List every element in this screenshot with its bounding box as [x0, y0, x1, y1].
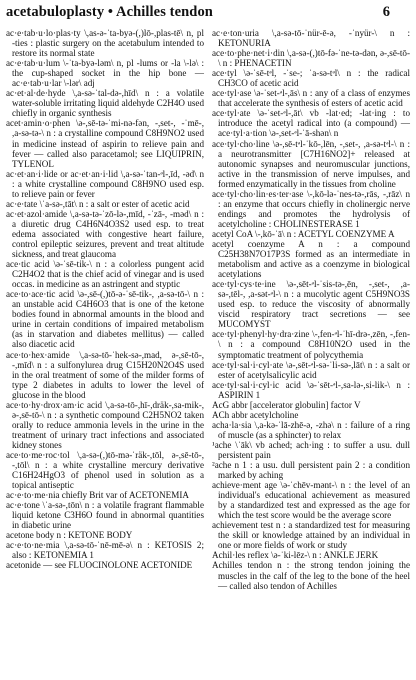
dictionary-entry: ace·to·ace·tic acid \ə-,sē-(,)tō-ə-ˈsē-tik-, ,a-sə-tō-\ n : an unstable acid C4H6O3 that is one of the ketone bodies found in abnormal amounts in the blood and urine in certain conditions of impaired metabolism (as in starvation and diabetes mellitus) — called also diacetic acid: [6, 289, 204, 350]
dictionary-entry: ace·tyl·phenyl·hy·dra·zine \-,fen-ᵊl-ˈhī-drə-,zēn, -,fen-\ n : a compound C8H10N2O used in the symptomatic treatment of polycythemia: [212, 329, 410, 360]
dictionary-entry: acha·la·sia \,a-kə-ˈlā-zhē-ə, -zhə\ n : failure of a ring of muscle (as a sphincter) to relax: [212, 419, 410, 440]
dictionary-entry: Achilles tendon n : the strong tendon joining the muscles in the calf of the leg to the bone of the heel — called also tendon of Achilles: [212, 560, 410, 591]
dictionary-entry: ace·tyl·sal·i·cyl·ic acid \ə-ˈsēt-ᵊl-,sa-lə-,si-lik-\ n : ASPIRIN 1: [212, 379, 410, 400]
dictionary-entry: ACh abbr acetylcholine: [212, 409, 299, 420]
page-header: [6, 4, 410, 26]
dictionary-entry: ac·e·tate \ˈa-sə-,tāt\ n : a salt or ester of acetic acid: [6, 198, 190, 209]
dictionary-entry: ace·tyl \ə-ˈsē-tᵊl, -ˈse-; ˈa-sə-tᵊl\ n : the radical CH3CO of acetic acid: [212, 68, 410, 89]
dictionary-entry: achieve·ment age \ə-ˈchēv-mənt-\ n : the level of an individual's educational achievement as measured by a standardized test and expressed as the age for which the test score would be the average score: [212, 480, 410, 521]
dictionary-entry: ace·tyl·cho·line \ə-,sē-tᵊl-ˈkō-,lēn, -,set-, ,a-sə-tᵊl-\ n : a neurotransmitter [C7H16NO2]+ released at autonomic synapses and neuromuscular junctions, active in the transmission of nerve impulses, and formed enzymatically in the tissues from choline: [212, 138, 410, 189]
dictionary-entry: ac·e·ton·uria \,a-sə-tō-ˈnür-ē-ə, -ˈnyür-\ n : KETONURIA: [212, 28, 410, 49]
dictionary-entry: ace·tyl·ate \ə-ˈset-ᵊl-,āt\ vb -lat·ed; -lat·ing : to introduce the acetyl radical into (a compound) — ace·tyl·a·tion \ə-,set-ᵊl-ˈā-shən\ n: [212, 108, 410, 139]
dictionary-entry: ¹ache \ˈāk\ vb ached; ach·ing : to suffer a usu. dull persistent pain: [212, 439, 410, 460]
dictionary-entry: ac·e·to·ne·mia \,a-sə-tō-ˈnē-mē-ə\ n : KETOSIS 2; also : KETONEMIA 1: [6, 540, 204, 561]
dictionary-entry: ²ache n 1 : a usu. dull persistent pain 2 : a condition marked by aching: [212, 460, 410, 481]
left-column: [6, 28, 204, 591]
dictionary-entry: AcG abbr [accelerator globulin] factor V: [212, 399, 361, 410]
dictionary-entry: ace·tyl·sal·i·cyl·ate \ə-,sēt-ᵊl-sə-ˈli-sə-,lāt\ n : a salt or ester of acetylsalicylic acid: [212, 359, 410, 380]
dictionary-entry: acetone body n : KETONE BODY: [6, 530, 133, 541]
dictionary-entry: ac·e·tab·u·lum \-ˈta-byə-ləm\ n, pl -lums or -la \-lə\ : the cup-shaped socket in the hip bone — ac·e·tab·u·lar \-lər\ adj: [6, 58, 204, 89]
dictionary-entry: ace·to·hy·drox·am·ic acid \,a-sə-tō-,hī-,dräk-,sa-mik-, ə-,sē-tō-\ n : a synthetic compound C2H5NO2 taken orally to reduce ammonia levels in the urine in the treatment of urinary tract infections and associated kidney stones: [6, 399, 204, 450]
dictionary-entry: ace·tyl·cys·te·ine \ə-,sēt-ᵊl-ˈsis-tə-,ēn, -,set-, ,a-sə-,tēl-, ,a-sət-ᵊl-\ n : a mucolytic agent C5H9NO3S used esp. to reduce the viscosity of abnormally viscid respiratory tract secretions — see MUCOMYST: [212, 279, 410, 330]
dictionary-entry: acetonide — see FLUOCINOLONE ACETONIDE: [6, 560, 193, 571]
dictionary-entry: ace·tyl·ase \ə-ˈset-ᵊl-,ās\ n : any of a class of enzymes that accelerate the synthesis of esters of acetic acid: [212, 88, 410, 109]
dictionary-entry: ac·e·tab·u·lo·plas·ty \,as-ə-ˈta-byə-(,)lō-,plas-tē\ n, pl -ties : plastic surgery on the acetabulum intended to restore its normal state: [6, 28, 204, 59]
dictionary-entry: ace·tic acid \ə-ˈsē-tik-\ n : a colorless pungent acid C2H4O2 that is the chief acid of vinegar and is used occas. in medicine as an astringent and styptic: [6, 259, 204, 290]
dictionary-entry: ace·to·phe·net·i·din \,a-sə-(,)tō-fə-ˈne-tə-dən, ə-,sē-tō-\ n : PHENACETIN: [212, 48, 410, 69]
dictionary-entry: ace·tyl·cho·lin·es·ter·ase \-,kō-lə-ˈnes-tə-,rās, -,rāz\ n : an enzyme that occurs chiefly in cholinergic nerve endings and promotes the hydrolysis of acetylcholine : CHOLINESTERASE 1: [212, 188, 410, 229]
page-number: 6: [382, 4, 390, 20]
dictionary-entry: ace·to·me·roc·tol \,a-sə-(,)tō-mə-ˈräk-,tōl, ə-,sē-tō-, -,tōl\ n : a white crystalline mercury derivative C16H24HgO3 of phenol used in solution as a topical antiseptic: [6, 449, 204, 491]
dictionary-entry: ac·e·to·me·nia chiefly Brit var of ACETONEMIA: [6, 490, 189, 501]
dictionary-entry: acet·amin·o·phen \ə-,sē-tə-ˈmi-nə-fən, -,set-, -ˈmē-, ,a-sə-tə-\ n : a crystalline compound C8H9NO2 used in medicine instead of aspirin to relieve pain and fever — called also paracetamol; see LIQUIPRIN, TYLENOL: [6, 118, 204, 169]
columns: [6, 28, 410, 591]
guide-words: acetabuloplasty • Achilles tendon: [6, 4, 213, 20]
dictionary-entry: acetyl coenzyme A n : a compound C25H38N7O17P3S formed as an intermediate in metabolism and active as a coenzyme in biological acetylations: [212, 238, 410, 280]
dictionary-entry: ac·et·azol·amide \,a-sə-tə-ˈzō-lə-,mīd, -ˈzā-, -məd\ n : a diuretic drug C4H6N4O3S2 used esp. to treat edema associated with congestive heart failure, control epileptic seizures, prevent and treat altitude sickness, and treat glaucoma: [6, 208, 204, 260]
dictionary-entry: ac·e·tone \ˈa-sə-,tōn\ n : a volatile fragrant flammable liquid ketone C3H6O found in abnormal quantities in diabetic urine: [6, 500, 204, 531]
dictionary-entry: ace·to·hex·amide \,a-sə-tō-ˈhek-sə-,mad, ə-,sē-tō-, -,mīd\ n : a sulfonylurea drug C15H20N2O4S used in the oral treatment of some of the milder forms of type 2 diabetes in adults to lower the level of glucose in the blood: [6, 349, 204, 400]
dictionary-entry: ac·et·al·de·hyde \,a-sə-ˈtal-də-,hīd\ n : a volatile water-soluble irritating liquid aldehyde C2H4O used chiefly in organic synthesis: [6, 88, 204, 119]
dictionary-entry: Achil·les reflex \ə-ˈki-lēz-\ n : ANKLE JERK: [212, 550, 379, 561]
dictionary-entry: achievement test n : a standardized test for measuring the skill or knowledge attained by an individual in one or more fields of work or study: [212, 520, 410, 551]
dictionary-entry: ac·et·an·i·lide or ac·et·an·i·lid \,a-sə-ˈtan-ᵊl-,īd, -əd\ n : a white crystalline compound C8H9NO used esp. to relieve pain or fever: [6, 168, 204, 199]
right-column: [212, 28, 410, 591]
dictionary-entry: acetyl CoA \-,kō-ˈā\ n : ACETYL COENZYME A: [212, 228, 395, 239]
